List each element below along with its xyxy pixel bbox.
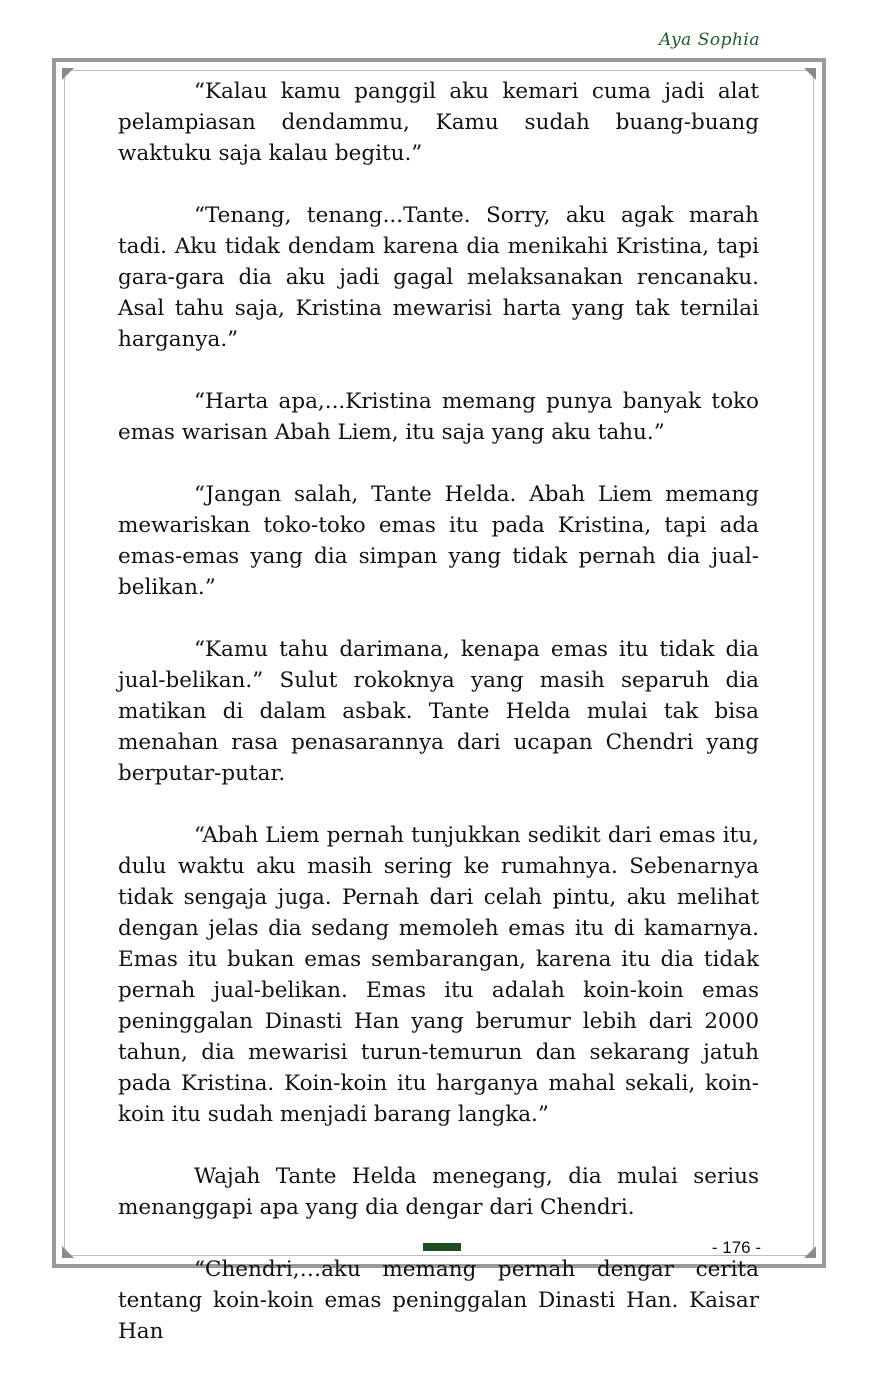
running-header-title: Aya Sophia xyxy=(658,30,760,50)
paragraph: “Tenang, tenang...Tante. Sorry, aku agak marah tadi. Aku tidak dendam karena dia menikahi Kristina, tapi gara-gara dia aku jadi gagal melaksanakan rencanaku. Asal tahu saja, Kristina mewarisi harta yang tak ternilai harganya.” xyxy=(118,203,759,352)
footer-decorative-bar xyxy=(423,1243,461,1251)
paragraph: “Harta apa,...Kristina memang punya banyak toko emas warisan Abah Liem, itu saja yang aku tahu.” xyxy=(118,389,759,445)
page-body-text xyxy=(118,76,759,1378)
corner-ornament-bottom-right-icon xyxy=(804,1246,816,1258)
paragraph: “Kamu tahu darimana, kenapa emas itu tidak dia jual-belikan.” Sulut rokoknya yang masih separuh dia matikan di dalam asbak. Tante Helda mulai tak bisa menahan rasa penasarannya dari ucapan Chendri yang berputar-putar. xyxy=(118,637,759,786)
corner-ornament-bottom-left-icon xyxy=(62,1246,74,1258)
paragraph: “Kalau kamu panggil aku kemari cuma jadi alat pelampiasan dendammu, Kamu sudah buang-buang waktuku saja kalau begitu.” xyxy=(118,79,759,166)
corner-ornament-top-right-icon xyxy=(804,68,816,80)
paragraph: “Abah Liem pernah tunjukkan sedikit dari emas itu, dulu waktu aku masih sering ke rumahnya. Sebenarnya tidak sengaja juga. Pernah dari celah pintu, aku melihat dengan jelas dia sedang memoleh emas itu di kamarnya. Emas itu bukan emas sembarangan, karena itu dia tidak pernah jual-belikan. Emas itu adalah koin-koin emas peninggalan Dinasti Han yang berumur lebih dari 2000 tahun, dia mewarisi turun-temurun dan sekarang jatuh pada Kristina. Koin-koin itu harganya mahal sekali, koin-koin itu sudah menjadi barang langka.” xyxy=(118,823,759,1127)
paragraph: “Jangan salah, Tante Helda. Abah Liem memang mewariskan toko-toko emas itu pada Kristina, tapi ada emas-emas yang dia simpan yang tidak pernah dia jual-belikan.” xyxy=(118,482,759,600)
corner-ornament-top-left-icon xyxy=(62,68,74,80)
paragraph: “Chendri,…aku memang pernah dengar cerita tentang koin-koin emas peninggalan Dinasti Han. Kaisar Han xyxy=(118,1257,759,1344)
paragraph: Wajah Tante Helda menegang, dia mulai serius menanggapi apa yang dia dengar dari Chendri. xyxy=(118,1164,759,1220)
page-number: - 176 - xyxy=(711,1238,761,1257)
